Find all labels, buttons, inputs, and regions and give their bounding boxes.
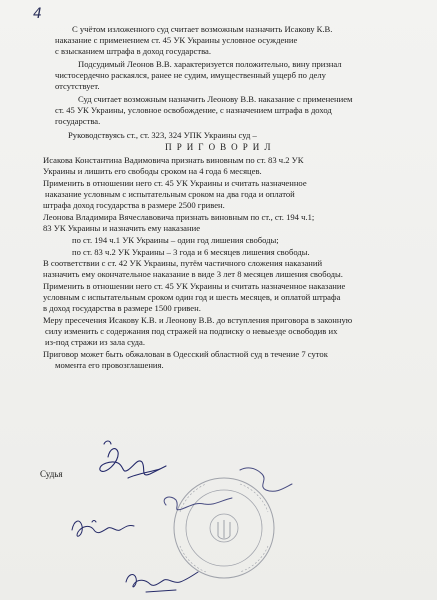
text-line-2: наказание с применением ст. 45 УК Украины условное осуждение [55,35,298,45]
text-line-27: силу изменить с содержания под стражей на подписку о невыезде освободив их [45,326,338,336]
text-line-28: из-под стражи из зала суда. [45,337,145,347]
court-seal [174,478,274,578]
text-line-19: по ст. 194 ч.1 УК Украины – один год лишения свободы; [72,235,279,245]
text-line-12: Исакова Константина Вадимовича признать виновным по ст. 83 ч.2 УК [43,155,304,165]
text-line-24: условным с испытательным сроком один год и шесть месяцев, и оплатой штрафа [43,292,341,302]
text-line-14: Применить в отношении него ст. 45 УК Украины и считать назначенное [43,178,307,188]
text-line-18: 83 УК Украины и назначить ему наказание [43,223,201,233]
bottom-handwriting [72,521,198,593]
text-line-5: чистосердечно раскаялся, ранее не судим, имущественный ущерб по делу [55,70,326,80]
text-line-17: Леонова Владимира Вячеславовича признать виновным по ст., ст. 194 ч.1; [43,212,315,222]
text-line-25: в доход государства в размере 1500 гривен. [43,303,201,313]
text-line-20: по ст. 83 ч.2 УК Украины – 3 года и 6 месяцев лишения свободы. [72,247,310,257]
text-line-13: Украины и лишить его свободы сроком на 4 года 6 месяцев. [43,166,262,176]
text-line-10: Руководствуясь ст., ст. 323, 324 УПК Украины суд – [68,130,257,140]
text-line-23: Применить в отношении него ст. 45 УК Украины и считать назначенное наказание [43,281,346,291]
text-line-4: Подсудимый Леонов В.В. характеризуется положительно, вину признал [78,59,342,69]
text-line-29: Приговор может быть обжалован в Одесский областной суд в течение 7 суток [43,349,328,359]
text-line-30: момента его провозглашения. [55,360,164,370]
judge-signature [100,441,166,478]
text-line-9: государства. [55,116,101,126]
text-line-22: назначить ему окончательное наказание в виде 3 лет 8 месяцев лишения свободы. [43,269,343,279]
text-line-7: Суд считает возможным назначить Леонову В.В. наказание с применением [78,94,353,104]
verdict-heading: П Р И Г О В О Р И Л [165,142,272,152]
text-line-6: отсутствует. [55,81,100,91]
text-line-26: Меру пресечения Исакову К.В. и Леонову В.В. до вступления приговора в законную [43,315,353,325]
judge-signature-label: Судья [40,469,63,479]
text-line-3: с взысканием штрафа в доход государства. [55,46,212,56]
text-line-8: ст. 45 УК Украины, условное освобождение, с назначением штрафа в доход [55,105,332,115]
seal-handwriting [164,468,292,510]
text-line-21: В соответствии с ст. 42 УК Украины, путём частичного сложения наказаний [43,258,323,268]
text-line-16: штрафа доход государства в размере 2500 гривен. [43,200,225,210]
page-number: 4 [33,6,42,22]
text-line-15: наказание условным с испытательным сроком на два года и оплатой [45,189,295,199]
text-line-1: С учётом изложенного суд считает возможным назначить Исакову К.В. [72,24,333,34]
